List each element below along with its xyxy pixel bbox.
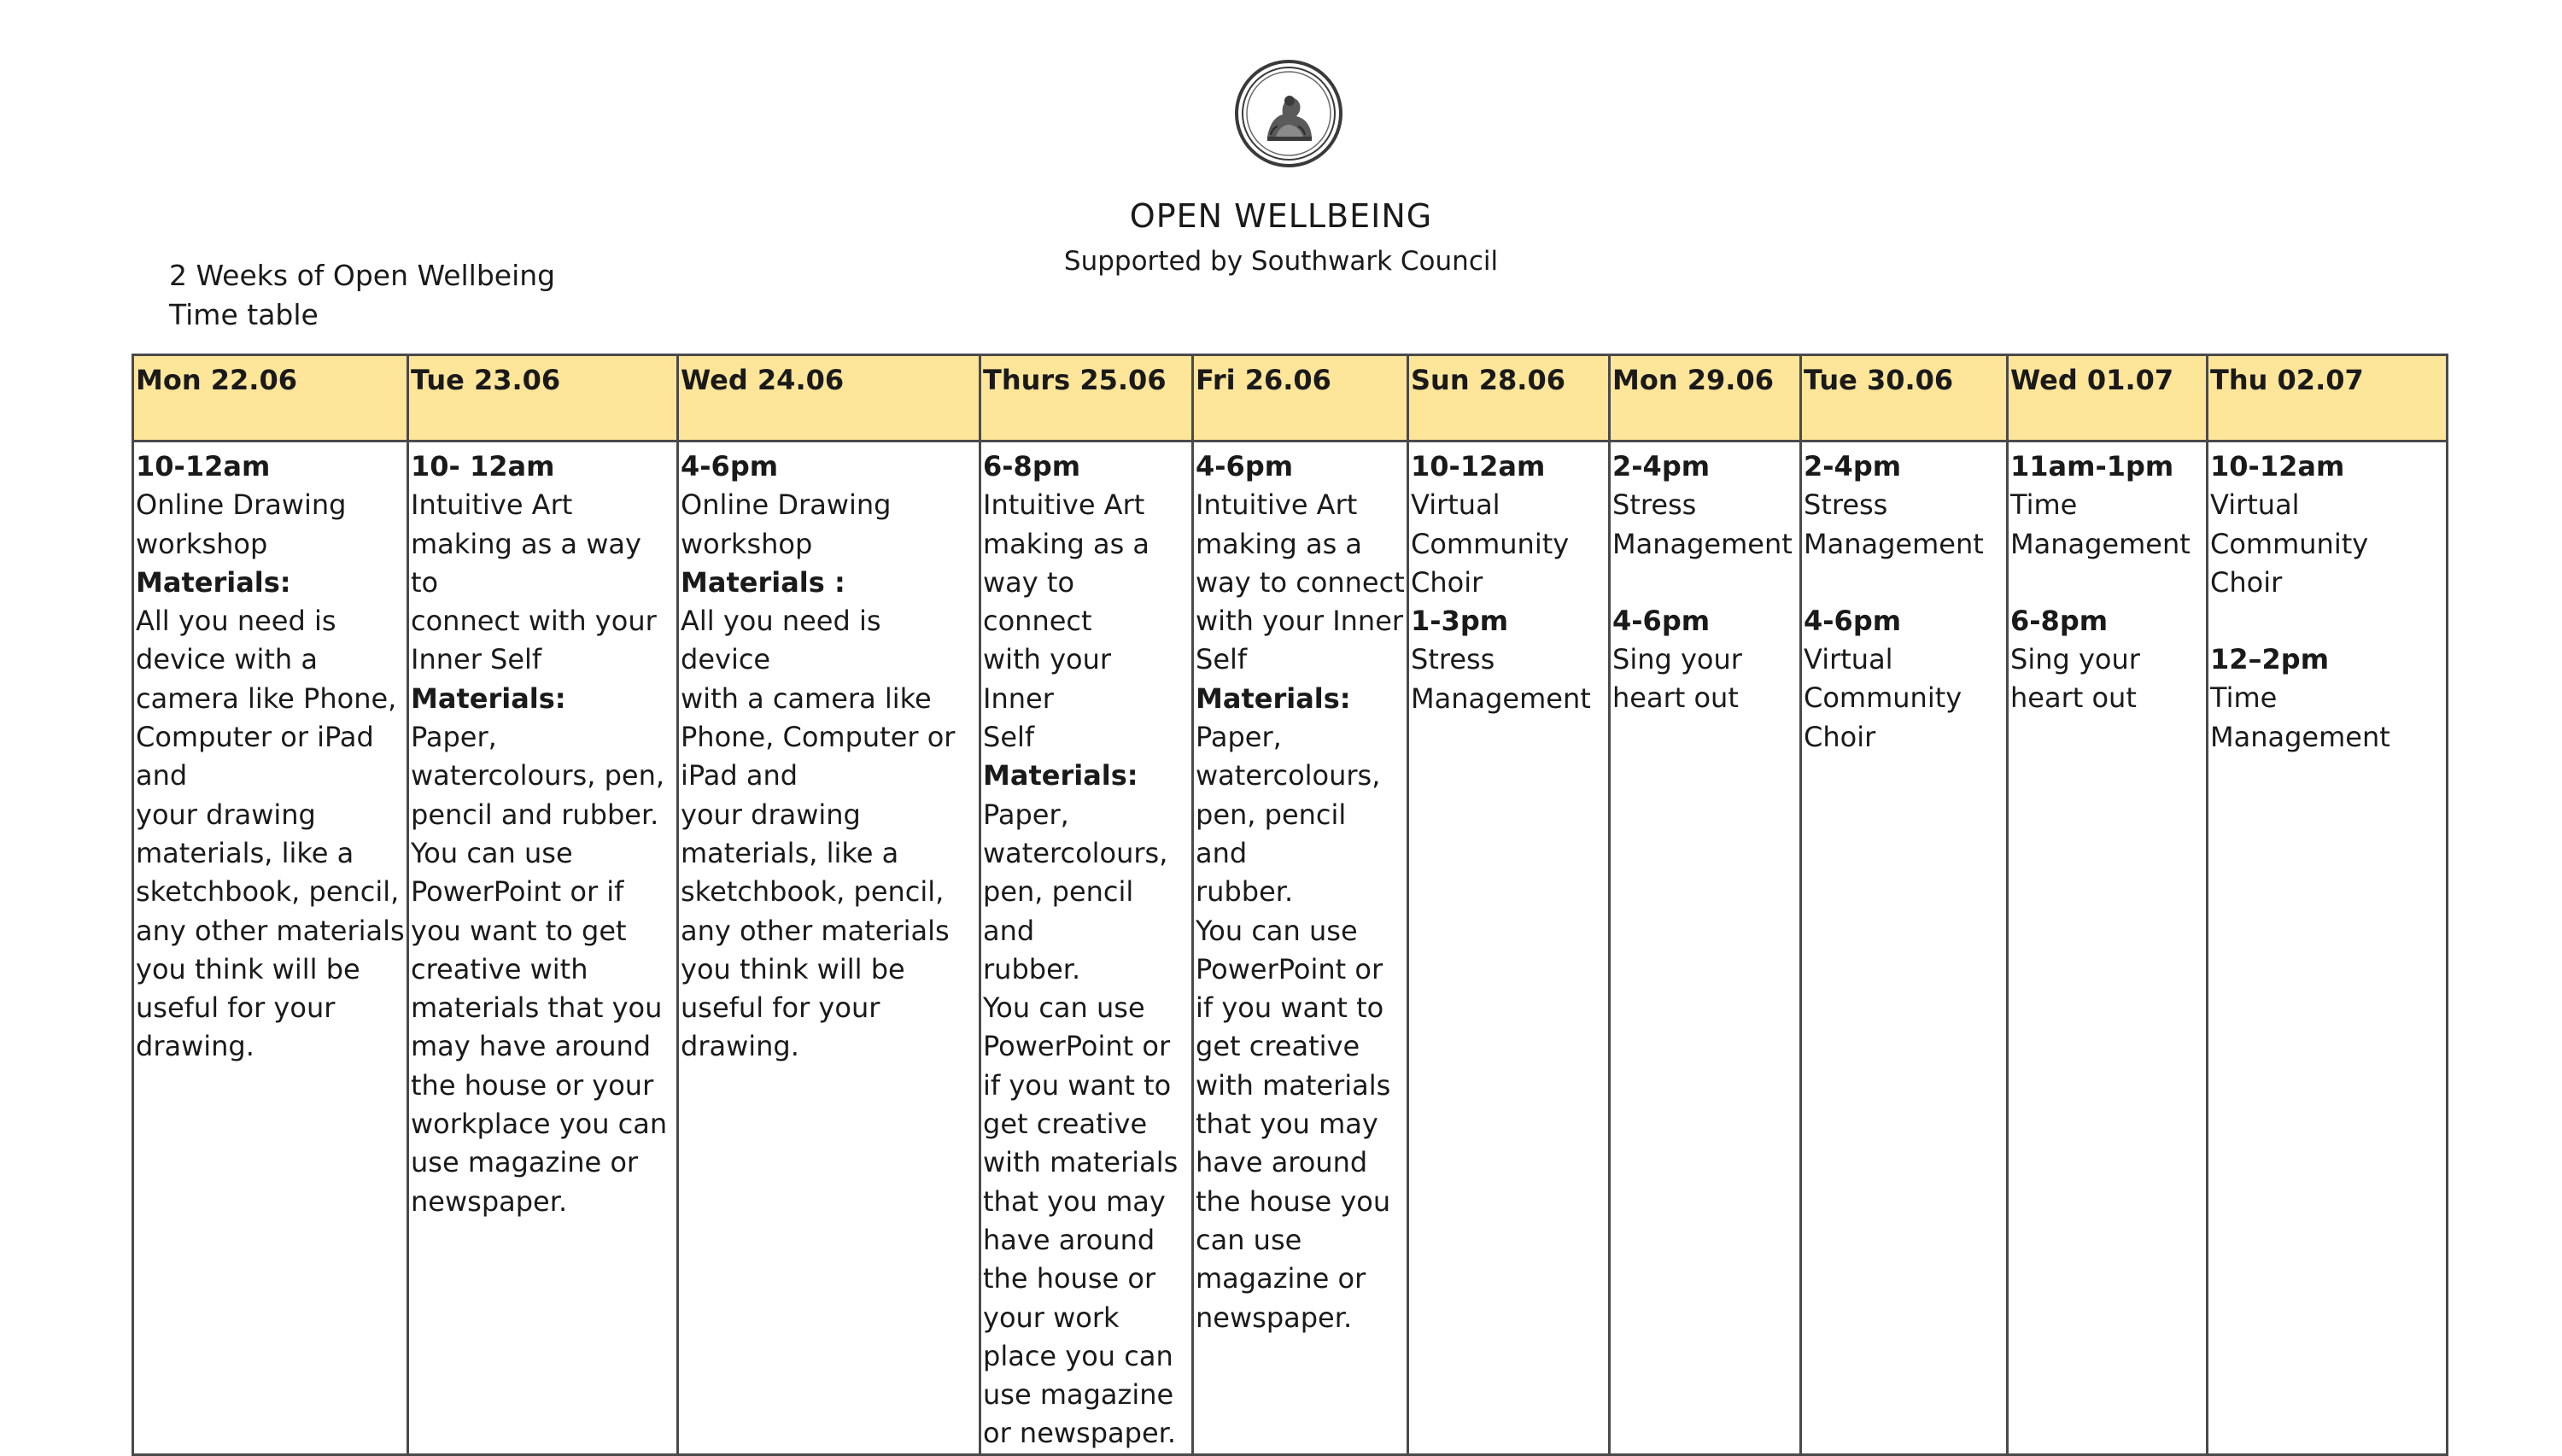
session-time: 10-12am	[2210, 450, 2345, 482]
session-activity: Online Drawing workshop	[681, 488, 892, 560]
session-activity: Virtual Community Choir	[1411, 488, 1570, 599]
materials-text: Paper, watercolours, pen, pencil and rubber. You can use PowerPoint or if you want to get creative with materials that you may have around the house or your workplace you can use magazine or newspaper.	[411, 721, 668, 1218]
day-header: Mon 29.06	[1610, 355, 1801, 441]
day-header: Fri 26.06	[1193, 355, 1408, 441]
materials-label: Materials:	[411, 681, 566, 715]
session-time: 10- 12am	[411, 450, 555, 482]
session-time: 6-8pm	[2010, 604, 2109, 637]
materials-text: Paper, watercolours, pen, pencil and rubber. You can use PowerPoint or if you want to get creative with materials that you may have around the house you can use magazine or newspaper.	[1196, 721, 1391, 1334]
session-activity: Time Management	[2010, 488, 2191, 560]
session-cell	[2208, 441, 2448, 1455]
session-time: 10-12am	[136, 450, 271, 482]
session-cell	[980, 441, 1193, 1455]
day-header: Wed 01.07	[2008, 355, 2208, 441]
materials-text: All you need is device with a camera like Phone, Computer or iPad and your drawing materials, like a sketchbook, pencil, any other materials you think will be useful for your drawing.	[681, 605, 956, 1063]
session-activity: Stress Management	[1804, 488, 1984, 560]
materials-label: Materials :	[681, 565, 845, 599]
page-subtitle: Supported by Southwark Council	[1063, 246, 1499, 277]
session-cell	[133, 441, 408, 1455]
session-activity: Virtual Community Choir	[2210, 488, 2369, 599]
session-cell	[1193, 441, 1408, 1455]
spacer	[1804, 564, 2004, 602]
session-time: 2-4pm	[1804, 450, 1902, 482]
session-activity: Time Management	[2210, 681, 2390, 753]
session-time: 4-6pm	[681, 450, 779, 482]
session-time: 10-12am	[1411, 450, 1546, 482]
session-activity: Virtual Community Choir	[1804, 643, 1962, 753]
spacer	[2010, 564, 2204, 602]
council-crest-icon	[1233, 58, 1344, 169]
timetable-header-row	[133, 355, 2448, 441]
session-time: 11am-1pm	[2010, 450, 2174, 482]
session-activity: Intuitive Art making as a way to connect with your Inner Self	[983, 488, 1150, 754]
session-cell	[2008, 441, 2208, 1455]
materials-label: Materials:	[1196, 681, 1351, 715]
session-cell	[1610, 441, 1801, 1455]
day-header: Tue 23.06	[408, 355, 678, 441]
intro-line-1: 2 Weeks of Open Wellbeing	[169, 259, 556, 292]
materials-text: All you need is device with a camera like Phone, Computer or iPad and your drawing materials, like a sketchbook, pencil, any other materials you think will be useful for your drawing.	[136, 605, 405, 1063]
materials-text: Paper, watercolours, pen, pencil and rubber. You can use PowerPoint or if you want to get creative with materials that you may have around the house or your work place you can use magazine or newspaper.	[983, 798, 1179, 1450]
session-activity: Stress Management	[1612, 488, 1793, 560]
session-activity: Intuitive Art making as a way to connect with your Inner Self	[411, 488, 657, 676]
materials-label: Materials:	[983, 759, 1138, 792]
session-cell	[1408, 441, 1610, 1455]
materials-label: Materials:	[136, 565, 291, 599]
session-time: 1-3pm	[1411, 605, 1509, 638]
page-title: OPEN WELLBEING	[1129, 197, 1433, 235]
day-header: Wed 24.06	[678, 355, 980, 441]
day-header: Thu 02.07	[2208, 355, 2448, 441]
session-cell	[408, 441, 678, 1455]
timetable	[132, 354, 2448, 1456]
session-time: 4-6pm	[1612, 604, 1711, 637]
session-activity: Sing your heart out	[1612, 643, 1742, 715]
day-header: Mon 22.06	[133, 355, 408, 441]
session-activity: Stress Management	[1411, 643, 1591, 715]
session-activity: Intuitive Art making as a way to connect with your Inner Self	[1196, 488, 1405, 676]
day-header: Tue 30.06	[1801, 355, 2008, 441]
session-time: 12–2pm	[2210, 643, 2330, 676]
session-activity: Sing your heart out	[2010, 643, 2140, 715]
session-time: 4-6pm	[1196, 450, 1294, 482]
timetable-body-row	[133, 441, 2448, 1455]
day-header: Thurs 25.06	[980, 355, 1193, 441]
session-cell	[678, 441, 980, 1455]
spacer	[2210, 602, 2444, 640]
intro-line-2: Time table	[169, 298, 319, 331]
timetable-intro	[169, 256, 555, 335]
council-crest-logo	[1233, 58, 1344, 169]
session-time: 2-4pm	[1612, 450, 1711, 482]
session-cell	[1801, 441, 2008, 1455]
session-time: 6-8pm	[983, 450, 1081, 482]
session-activity: Online Drawing workshop	[136, 488, 347, 560]
session-time: 4-6pm	[1804, 604, 1902, 637]
day-header: Sun 28.06	[1408, 355, 1610, 441]
spacer	[1612, 564, 1798, 602]
